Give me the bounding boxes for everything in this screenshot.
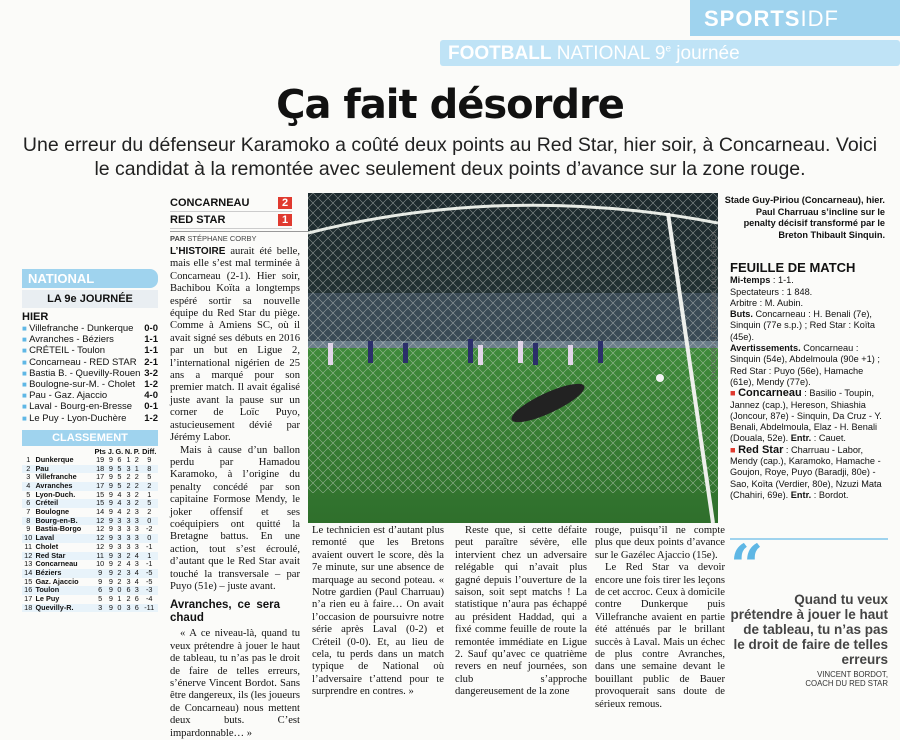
- result-score: 0-1: [144, 401, 158, 413]
- stat-cell: 0: [115, 604, 124, 613]
- result-match: ■ Le Puy - Lyon-Duchère: [22, 413, 126, 424]
- redstar-label: Red Star: [738, 443, 784, 456]
- stat-cell: 2: [134, 480, 139, 490]
- stat-cell: 2: [134, 489, 139, 499]
- stat-cell: 9: [93, 569, 107, 578]
- stat-cell: 3: [134, 585, 139, 595]
- col4-para-2: Le Red Star va devoir encore une fois tirer les leçons de cet accroc. Ceux à domicile contre Dunkerque puis Villefranche avaient en partie été atténués par le brillant succès à Laval. Mais un échec de plus contre Avranches, dans une semaine devant le bouillant public de Bauer provoquerait sans doute de sérieux remous.: [595, 562, 726, 710]
- team-cell: Quevilly-R.: [34, 604, 93, 613]
- stat-cell: 0: [141, 534, 159, 543]
- redstar-players: : Charruau - Labor, Mendy (cap.), Karamoko, Hamache - Goujon, Roye, Puyo (Baradji, 80e) - Sao, Koïta (Verdier, 80e), Nzuzi Mata (Chahiri, 69e).: [730, 444, 882, 500]
- rank-cell: 18: [22, 604, 34, 613]
- stat-cell: 2: [141, 482, 159, 491]
- stat-cell: 12: [93, 517, 107, 526]
- stat-cell: 0: [141, 517, 159, 526]
- article-col-2: Le technicien est d’autant plus remonté que les Bretons avaient ouvert le score, dès la 7e minute, sur une absence de marquage au second poteau. « Notre gardien (Paul Charruau) n’a rien eu à faire… On avait l’occasion de poursuivre notre série après Laval (0-2) et Créteil (0-0). Et, au lieu de cela, tu perds dans un match typique de National où l’adversaire t’attend pour te surprendre en contres. »: [312, 525, 444, 698]
- team-cell: Lyon-Duch.: [35, 489, 76, 499]
- stat-cell: 2: [124, 482, 133, 491]
- stat-cell: 10: [96, 559, 105, 569]
- stat-cell: 9: [108, 489, 113, 499]
- penalty-scene-image: [308, 193, 718, 523]
- redstar-coach: : Bordot.: [811, 489, 849, 500]
- concarneau-players: : Basilio - Toupin, Jannez (cap.), Hereson, Shiashia (Joncour, 87e) - Sinquin, Da Cruz - Y. Benali, Abdelmoula, Elaz - H. Benali (Douala, 52e).: [730, 388, 882, 444]
- rank-cell: 17: [24, 594, 33, 604]
- pull-quote: [730, 532, 888, 688]
- stat-cell: 9: [108, 472, 113, 482]
- halftime-label: Mi-temps: [730, 275, 771, 286]
- team-cell: Red Star: [34, 552, 93, 561]
- quote-marks-icon: “: [730, 532, 764, 600]
- stat-cell: 2: [126, 507, 131, 517]
- stat-cell: -1: [146, 559, 153, 569]
- col1-lead: L’HISTOIRE: [170, 246, 226, 257]
- stat-cell: 2: [124, 552, 133, 561]
- result-row: [22, 379, 158, 390]
- stat-cell: 4: [134, 576, 139, 586]
- score-row-away: [170, 212, 292, 229]
- stat-cell: 9: [108, 559, 113, 569]
- stat-cell: 3: [124, 465, 133, 474]
- quote-author-block: [730, 670, 888, 688]
- article-lead: Une erreur du défenseur Karamoko a coûté deux points au Red Star, hier soir, à Concarneau. Voici le candidat à la remontée avec seulement deux points d’avance sur la zone rouge.: [22, 134, 878, 180]
- col1-para-1: [170, 246, 300, 445]
- team-cell: Béziers: [34, 569, 93, 578]
- stat-cell: 3: [134, 559, 139, 569]
- team-cell: Bastia-Borgo: [35, 524, 82, 534]
- stat-cell: 5: [98, 594, 103, 604]
- result-match: ■ Bastia B. - Quevilly-Rouen: [22, 368, 140, 379]
- quote-author: VINCENT BORDOT,: [817, 670, 888, 679]
- byline: [170, 231, 315, 243]
- spectators: Spectateurs : 1 848.: [730, 286, 813, 297]
- stat-cell: -5: [141, 569, 159, 578]
- stat-cell: 3: [124, 569, 133, 578]
- stat-cell: 9: [108, 585, 113, 595]
- team-cell: Concarneau: [35, 559, 78, 569]
- concarneau-coach: : Cauet.: [811, 433, 846, 444]
- away-score: 1: [278, 214, 292, 226]
- rank-cell: 14: [22, 569, 34, 578]
- hier-label: HIER: [22, 311, 49, 323]
- rubric-end: journée: [671, 43, 740, 64]
- stat-cell: 5: [147, 472, 152, 482]
- score-row-home: [170, 195, 292, 212]
- stat-cell: 5: [115, 482, 124, 491]
- stat-cell: 3: [134, 541, 139, 551]
- stat-cell: 8: [141, 465, 159, 474]
- stat-cell: 6: [134, 602, 139, 612]
- warnings-label: Avertissements.: [730, 343, 801, 354]
- stat-cell: 3: [117, 541, 122, 551]
- stat-cell: 9: [108, 533, 113, 543]
- result-score: 2-1: [144, 356, 158, 368]
- concarneau-label: Concarneau: [738, 387, 802, 400]
- match-photo: [308, 193, 718, 523]
- team-cell: Toulon: [34, 586, 93, 595]
- halftime-value: : 1-1.: [770, 275, 794, 286]
- match-sheet: [730, 262, 888, 501]
- result-match: ■ Boulogne-sur-M. - Cholet: [22, 379, 135, 390]
- stat-cell: 9: [108, 550, 113, 560]
- standings-col-header: N.: [124, 446, 133, 456]
- stat-cell: 12: [93, 534, 107, 543]
- team-cell: Dunkerque: [35, 454, 74, 464]
- stat-cell: 3: [124, 534, 133, 543]
- stat-cell: 3: [124, 499, 133, 508]
- standings-col-header: Pts: [94, 446, 106, 456]
- stat-cell: 9: [108, 524, 113, 534]
- match-sheet-title: FEUILLE DE MATCH: [730, 260, 856, 275]
- away-team: RED STAR: [170, 214, 226, 226]
- national-panel: [22, 269, 158, 612]
- goals-label: Buts.: [730, 309, 753, 320]
- rubric-sup: e: [665, 43, 672, 55]
- rank-cell: 2: [22, 465, 34, 474]
- byline-author: STÉPHANE CORBY: [187, 234, 257, 243]
- stat-cell: 2: [126, 472, 131, 482]
- team-cell: Villefranche: [35, 472, 77, 482]
- stat-cell: 4: [117, 507, 122, 517]
- stat-cell: 3: [134, 524, 139, 534]
- standings-col-header: P.: [133, 446, 140, 456]
- stat-cell: 6: [117, 454, 122, 464]
- stat-cell: 1: [117, 594, 122, 604]
- stat-cell: 18: [93, 465, 107, 474]
- stat-cell: 2: [115, 569, 124, 578]
- results-list: [22, 323, 158, 424]
- redstar-lineup: [730, 445, 888, 501]
- stat-cell: 4: [134, 567, 139, 577]
- stat-cell: 9: [108, 576, 113, 586]
- stat-cell: 12: [96, 524, 105, 534]
- article-title: Ça fait désordre: [276, 82, 624, 128]
- standings-table: [22, 447, 158, 613]
- stat-cell: -3: [141, 586, 159, 595]
- stat-cell: -5: [146, 576, 153, 586]
- photo-credit: PHOTOPQR / LE TÉLÉGRAMME / NICOLAS CREACH: [712, 231, 718, 380]
- stat-cell: 3: [134, 515, 139, 525]
- rank-cell: 5: [26, 489, 31, 499]
- rank-cell: 9: [26, 524, 31, 534]
- section-suffix: IDF: [800, 6, 839, 31]
- stat-cell: 5: [141, 499, 159, 508]
- stat-cell: 2: [134, 472, 139, 482]
- result-score: 1-1: [144, 345, 158, 357]
- stat-cell: 17: [93, 482, 107, 491]
- concarneau-lineup: [730, 388, 888, 444]
- standings-body: [22, 456, 158, 613]
- rank-cell: 11: [24, 541, 32, 551]
- stat-cell: -11: [141, 604, 159, 613]
- standings-col-header: G.: [115, 446, 124, 456]
- score-box: [170, 195, 292, 229]
- stat-cell: 3: [126, 524, 131, 534]
- col1-para-3: « A ce niveau-là, quand tu veux prétendre à jouer le haut de tableau, tu n’as pas le droit de faire de telles erreurs, s’énerve Vincent Bordot. Sans être dangereux, ils (les joueurs de Concarneau) nous mettent deux buts. C’est impardonnable… »: [170, 628, 300, 739]
- standings-col-header: Diff.: [142, 446, 157, 456]
- result-score: 4-0: [144, 390, 158, 402]
- stat-cell: 5: [115, 465, 124, 474]
- stat-cell: 14: [96, 507, 105, 517]
- subheading: Avranches, ce sera chaud: [170, 599, 280, 625]
- stat-cell: -2: [146, 524, 153, 534]
- result-row: [22, 368, 158, 379]
- stat-cell: 19: [96, 454, 105, 464]
- quote-role: COACH DU RED STAR: [805, 679, 888, 688]
- result-row: [22, 334, 158, 345]
- concarneau-coach-label: Entr.: [790, 433, 812, 444]
- stat-cell: 3: [115, 552, 124, 561]
- result-match: ■ Villefranche - Dunkerque: [22, 323, 133, 334]
- article-col-3: Reste que, si cette défaite peut paraître sévère, elle intervient chez un adversaire relégable qui n’avait plus gagné depuis l’ouverture de la saison, soit sept matchs ! La statistique n’aura pas échappé au président Haddad, qui a fixé comme feuille de route la remontée immédiate en Ligue 2. Sauf qu’avec ce quatrième revers en neuf journées, son club s’approche dangereusement de la zone: [455, 525, 587, 698]
- stat-cell: 3: [134, 533, 139, 543]
- rank-cell: 12: [22, 552, 34, 561]
- goals-line: [730, 309, 888, 343]
- stat-cell: 1: [126, 454, 131, 464]
- home-team: CONCARNEAU: [170, 197, 250, 209]
- result-row: [22, 390, 158, 401]
- stat-cell: 3: [126, 541, 131, 551]
- stat-cell: 2: [147, 507, 152, 517]
- stat-cell: 9: [108, 602, 113, 612]
- byline-par: PAR: [170, 234, 188, 243]
- stat-cell: 0: [115, 586, 124, 595]
- stat-cell: 1: [134, 463, 139, 473]
- result-score: 3-2: [144, 367, 158, 379]
- classement-tab: CLASSEMENT: [22, 430, 158, 446]
- stat-cell: 9: [108, 463, 113, 473]
- team-cell: Gaz. Ajaccio: [35, 576, 79, 586]
- standings-col-header: J.: [107, 446, 114, 456]
- col1-para-2: Mais à cause d’un ballon perdu par Hamadou Karamoko, à l’origine du penalty concédé par son capitaine Formose Mendy, le joker offensif et ses coéquipiers ont quitté la Bretagne battus. En une action, tout s’est écroulé, d’autant que le Red Star avait touché la transversale – par Puyo (51e) – juste avant.: [170, 444, 300, 592]
- rank-cell: 3: [26, 472, 31, 482]
- article-col-4: [595, 525, 725, 711]
- stat-cell: 3: [134, 507, 139, 517]
- rank-cell: 8: [22, 517, 34, 526]
- result-row: [22, 357, 158, 368]
- halftime-line: [730, 275, 888, 286]
- stat-cell: 2: [126, 594, 131, 604]
- stat-cell: 6: [134, 594, 139, 604]
- team-cell: Avranches: [34, 482, 93, 491]
- team-cell: Boulogne: [35, 507, 70, 517]
- stat-cell: 12: [96, 541, 105, 551]
- rank-cell: 6: [22, 499, 34, 508]
- rank-cell: 7: [26, 507, 31, 517]
- rubric-band: [440, 40, 900, 66]
- stat-cell: 6: [93, 586, 107, 595]
- result-row: [22, 323, 158, 334]
- result-match: ■ Pau - Gaz. Ajaccio: [22, 390, 107, 401]
- team-cell: Créteil: [34, 499, 93, 508]
- stat-cell: 3: [117, 524, 122, 534]
- result-row: [22, 345, 158, 356]
- stat-cell: 5: [117, 472, 122, 482]
- rank-cell: 13: [24, 559, 33, 569]
- home-score: 2: [278, 197, 292, 209]
- stat-cell: 3: [126, 576, 131, 586]
- stat-cell: 9: [108, 515, 113, 525]
- stat-cell: 3: [115, 534, 124, 543]
- section-header: [690, 0, 900, 36]
- stat-cell: 3: [124, 604, 133, 613]
- rank-cell: 16: [22, 586, 34, 595]
- stat-cell: 9: [108, 541, 113, 551]
- stat-cell: 15: [96, 489, 105, 499]
- result-row: [22, 413, 158, 424]
- team-cell: Le Puy: [35, 594, 60, 604]
- rank-cell: 1: [26, 454, 31, 464]
- stat-cell: 1: [147, 489, 152, 499]
- stat-cell: 4: [117, 489, 122, 499]
- standings-row: [22, 604, 158, 613]
- rubric-bold: FOOTBALL: [448, 43, 552, 64]
- stat-cell: 15: [93, 499, 107, 508]
- stat-cell: 11: [93, 552, 107, 561]
- quote-text: Quand tu veux prétendre à jouer le haut de tableau, tu n’as pas le droit de faire de telles erreurs: [730, 592, 888, 667]
- stat-cell: 2: [117, 559, 122, 569]
- col1-text-1: aurait été belle, mais elle s’est mal terminée à Concarneau (2-1). Hier soir, Bachibou Koïta a longtemps espéré sortir sa nouvelle équipe du Red Star du piège. Comme à Amiens SC, où il avait signé ses débuts en 2016 par un but en Ligue 2, l’international nigérien de 25 ans a marqué pour son premier match. Il avait égalisé juste avant la pause sur un corner de Loïc Puyo, astucieusement dévié par Jérémy Labor.: [170, 246, 300, 444]
- journee-label: LA 9e JOURNÉE: [22, 290, 158, 308]
- result-score: 1-2: [144, 379, 158, 391]
- result-score: 1-1: [144, 334, 158, 346]
- stat-cell: 3: [93, 604, 107, 613]
- stat-cell: 9: [98, 576, 103, 586]
- square-marker-icon: ■: [730, 444, 739, 455]
- national-tab: NATIONAL: [22, 269, 158, 288]
- stat-cell: 3: [124, 517, 133, 526]
- stat-cell: -4: [146, 594, 153, 604]
- result-score: 1-2: [144, 412, 158, 424]
- result-match: ■ Laval - Bourg-en-Bresse: [22, 401, 132, 412]
- goals-value: Concarneau : H. Benali (7e), Sinquin (77e s.p.) ; Red Star : Koïta (45e).: [730, 309, 876, 342]
- result-row: [22, 401, 158, 412]
- result-score: 0-0: [144, 323, 158, 334]
- stat-cell: 2: [134, 454, 139, 464]
- article-col-1: [170, 246, 300, 740]
- square-marker-icon: ■: [730, 388, 739, 399]
- team-cell: Bourg-en-B.: [34, 517, 93, 526]
- col4-para-1: rouge, puisqu’il ne compte plus que deux points d’avance sur le Gazélec Ajaccio (15e).: [595, 525, 725, 561]
- rank-cell: 15: [24, 576, 33, 586]
- stat-cell: 9: [108, 567, 113, 577]
- stat-cell: 9: [108, 498, 113, 508]
- stat-cell: 3: [115, 517, 124, 526]
- redstar-coach-label: Entr.: [790, 489, 812, 500]
- result-match: ■ Avranches - Béziers: [22, 334, 114, 345]
- rubric-rest: NATIONAL 9: [551, 43, 666, 64]
- stat-cell: 9: [108, 480, 113, 490]
- warnings-line: [730, 343, 888, 388]
- rank-cell: 4: [22, 482, 34, 491]
- team-cell: Laval: [34, 534, 93, 543]
- stat-cell: -1: [146, 541, 153, 551]
- stat-cell: 2: [117, 576, 122, 586]
- rank-cell: 10: [22, 534, 34, 543]
- warnings-value: Concarneau : Sinquin (54e), Abdelmoula (90e +1) ; Red Star : Puyo (56e), Hamache (61e), Mendy (77e).: [730, 343, 880, 387]
- result-match: ■ CRÉTEIL - Toulon: [22, 345, 105, 356]
- referee: Arbitre : M. Aubin.: [730, 297, 804, 308]
- stat-cell: 6: [124, 586, 133, 595]
- stat-cell: 4: [126, 559, 131, 569]
- stat-cell: 3: [126, 489, 131, 499]
- stat-cell: 9: [108, 594, 113, 604]
- stat-cell: 9: [147, 454, 152, 464]
- photo-caption: Stade Guy-Piriou (Concarneau), hier. Paul Charruau s’incline sur le penalty décisif transformé par le Breton Thibault Sinquin.: [724, 195, 885, 240]
- stat-cell: 1: [141, 552, 159, 561]
- stat-cell: 9: [108, 454, 113, 464]
- stat-cell: 4: [115, 499, 124, 508]
- stat-cell: 17: [96, 472, 105, 482]
- stat-cell: 4: [134, 550, 139, 560]
- team-cell: Cholet: [35, 541, 59, 551]
- stat-cell: 2: [134, 498, 139, 508]
- result-match: ■ Concarneau - RED STAR: [22, 357, 137, 368]
- section-label: SPORTS: [704, 6, 801, 31]
- team-cell: Pau: [34, 465, 93, 474]
- stat-cell: 9: [108, 507, 113, 517]
